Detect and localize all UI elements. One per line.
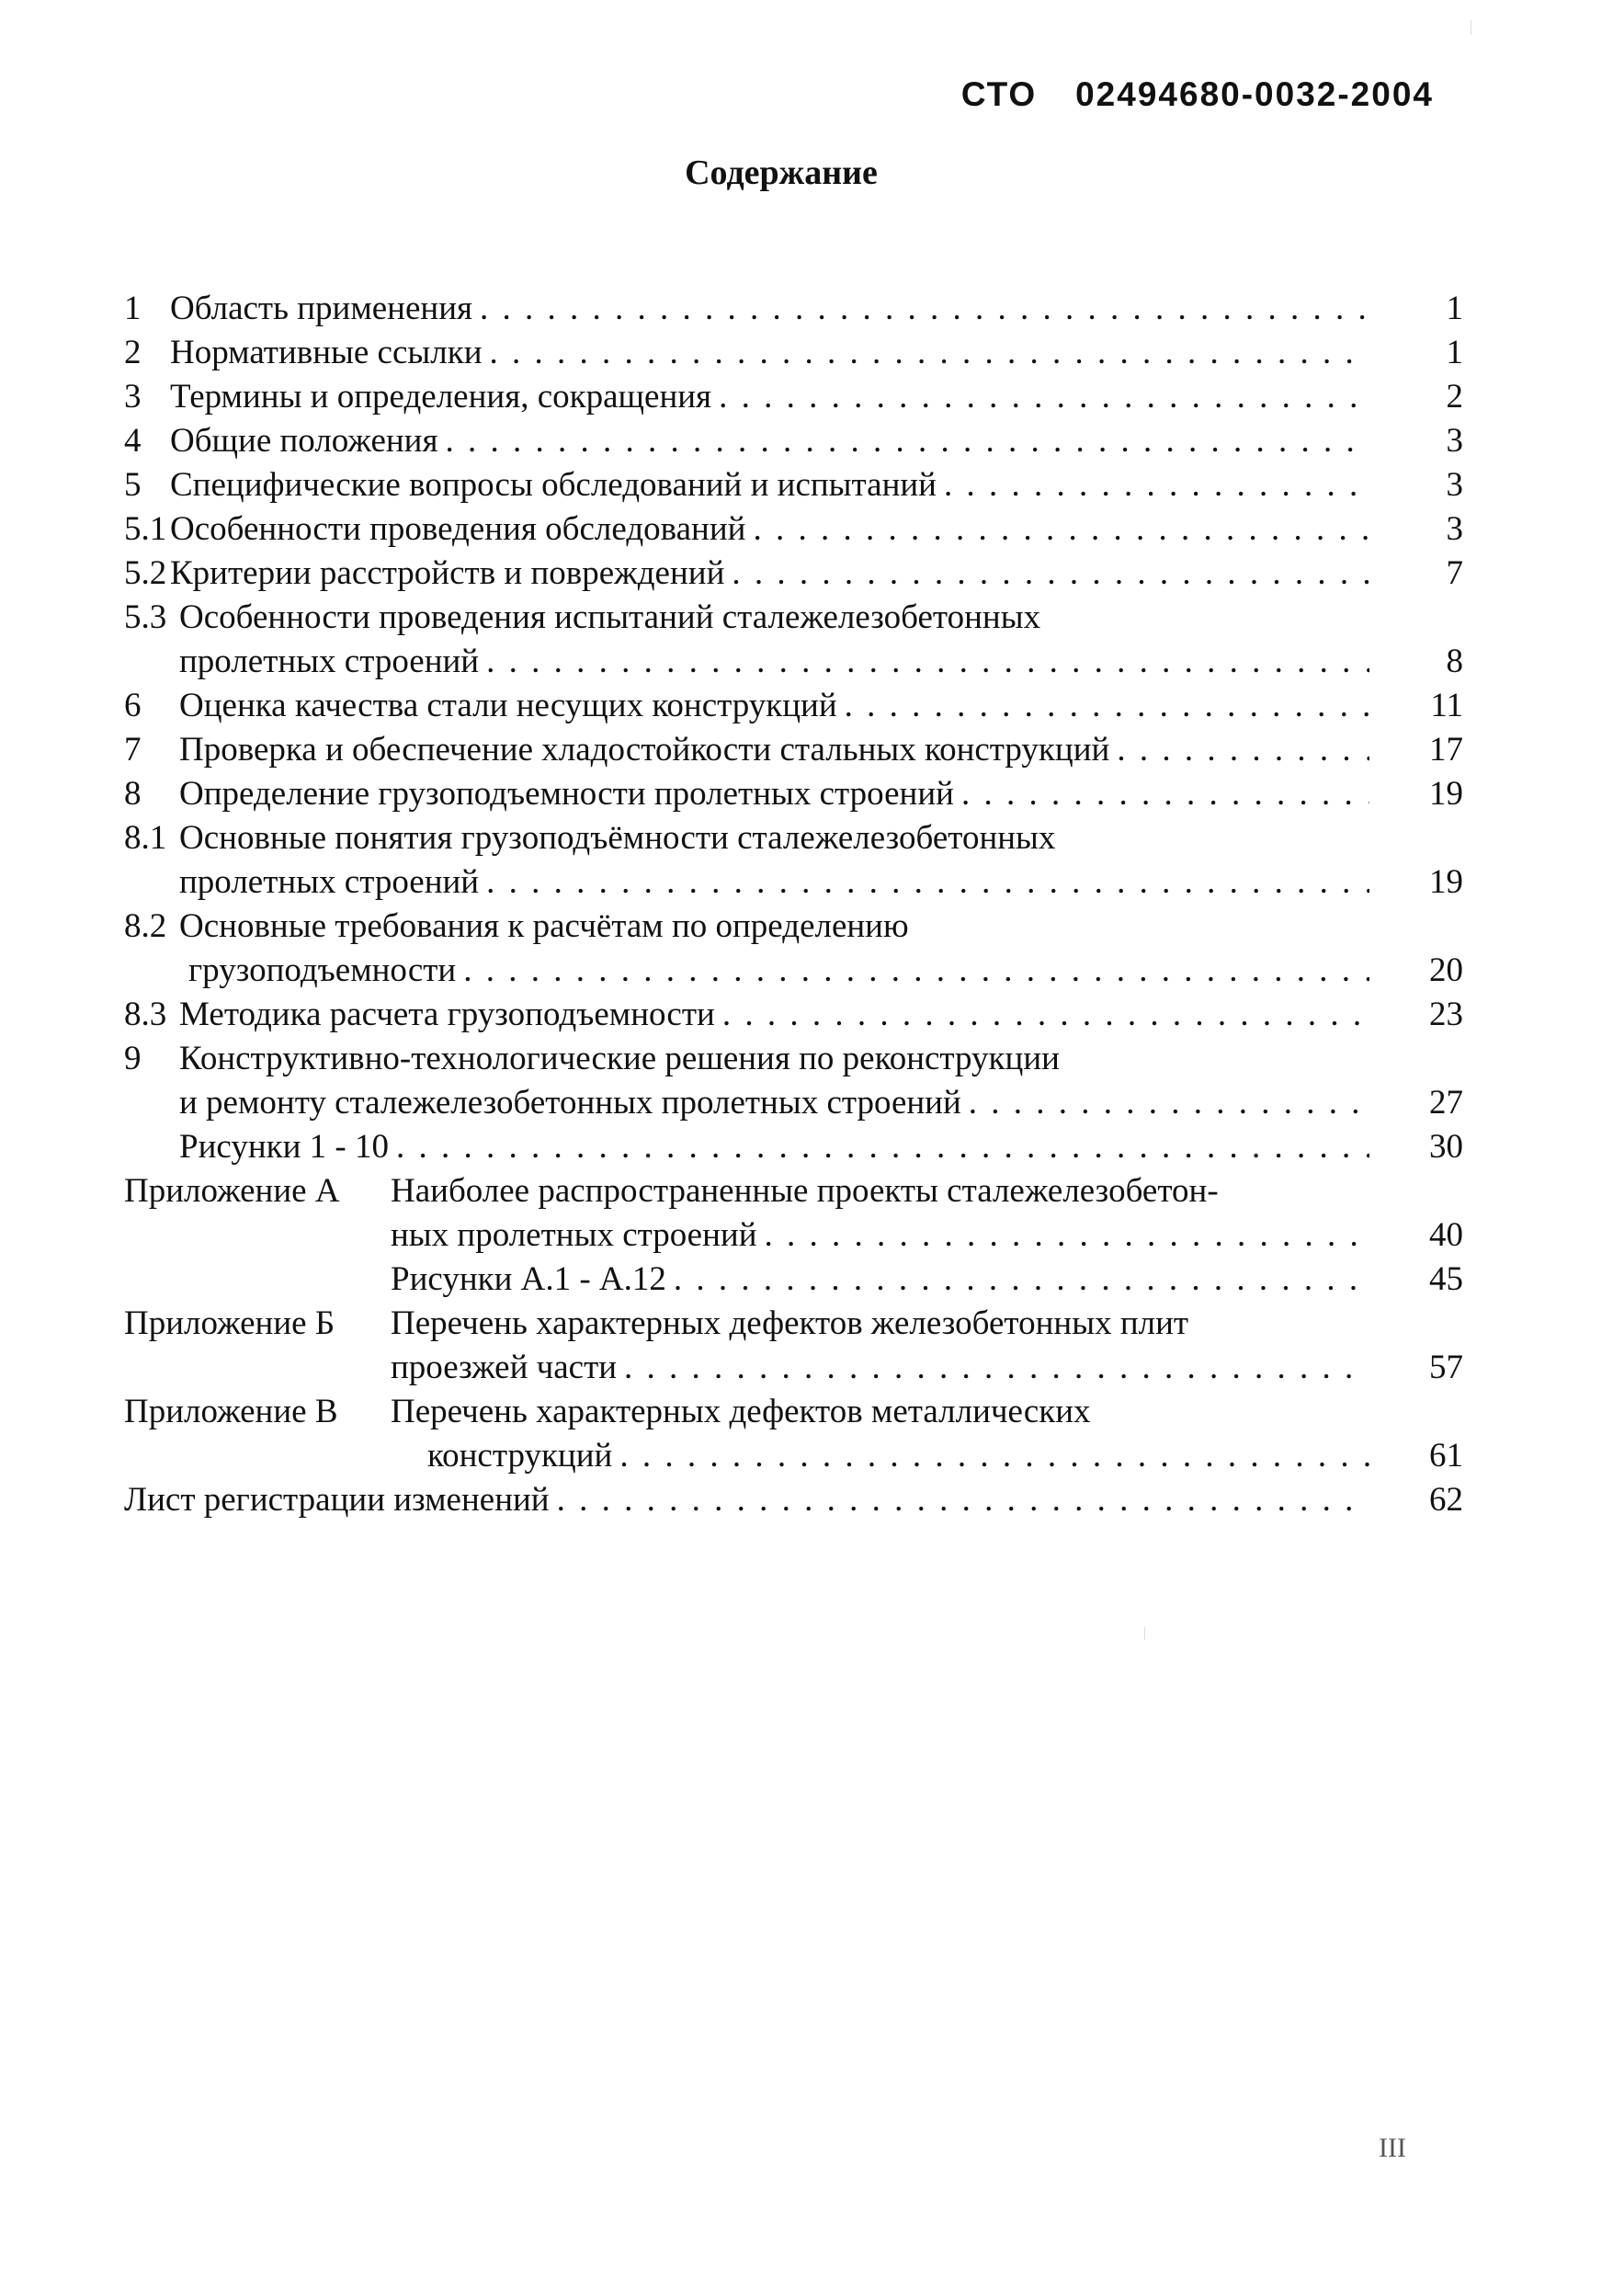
toc-entry	[0, 1434, 1624, 1478]
toc-entry-page: 45	[1429, 1260, 1463, 1298]
toc-entry-title	[391, 1213, 1369, 1258]
toc-entry-number: 5.2	[124, 554, 167, 592]
toc-entry	[0, 596, 1624, 640]
toc-entry-number: 8.1	[124, 819, 167, 857]
toc-entry-title-text: Общие положения	[170, 422, 438, 460]
dot-leader	[969, 1081, 1369, 1125]
toc-entry-page: 23	[1429, 996, 1463, 1033]
toc-entry-number: 5.3	[124, 598, 167, 636]
toc-entry-number: Приложение Б	[124, 1304, 335, 1342]
toc-entry-page: 20	[1429, 951, 1463, 989]
toc-entry-title-text: Основные требования к расчётам по определению	[179, 907, 909, 945]
toc-entry	[0, 1390, 1624, 1434]
document-code	[0, 75, 1434, 114]
toc-entry-number: 4	[124, 422, 142, 460]
toc-entry-title-text: Лист регистрации изменений	[124, 1481, 550, 1519]
toc-entry-number: 5.1	[124, 510, 167, 548]
toc-entry	[0, 507, 1624, 552]
code-number: 02494680-0032-2004	[1075, 75, 1434, 113]
toc-entry-title-text: Рисунки А.1 - А.12	[391, 1260, 666, 1298]
toc-entry	[0, 860, 1624, 905]
toc-entry-page: 30	[1429, 1128, 1463, 1166]
page-title: Содержание	[685, 154, 878, 192]
toc-entry-title	[391, 1346, 1369, 1390]
toc-entry	[0, 1169, 1624, 1213]
toc-entry-title-text: и ремонту сталежелезобетонных пролетных строений	[179, 1084, 961, 1122]
dot-leader	[732, 552, 1369, 596]
toc-entry	[0, 375, 1624, 419]
toc-entry-title-text: Наиболее распространенные проекты сталежелезобетон-	[391, 1172, 1219, 1210]
dot-leader	[463, 949, 1369, 993]
toc-entry-title	[391, 1390, 1369, 1434]
toc-entry-page: 19	[1429, 863, 1463, 901]
toc-entry	[0, 552, 1624, 596]
dot-leader	[722, 993, 1369, 1037]
dot-leader	[624, 1346, 1369, 1390]
toc-entry-title-text: Специфические вопросы обследований и испытаний	[170, 466, 937, 504]
toc-entry-page: 7	[1446, 554, 1463, 592]
toc-entry-title-text: Термины и определения, сокращения	[170, 378, 712, 416]
toc-entry	[0, 772, 1624, 816]
toc-entry-page: 2	[1446, 378, 1463, 416]
toc-entry-title	[179, 905, 1369, 949]
toc-entry-number: Приложение А	[124, 1172, 340, 1210]
toc-entry	[0, 1258, 1624, 1302]
toc-entry-title	[391, 1258, 1369, 1302]
dot-leader	[674, 1258, 1369, 1302]
toc-entry-title-text: Конструктивно-технологические решения по реконструкции	[179, 1040, 1060, 1077]
toc-entry-title	[179, 596, 1369, 640]
toc-entry-title-text: Нормативные ссылки	[170, 334, 483, 371]
dot-leader	[396, 1125, 1369, 1169]
toc-entry-number: 3	[124, 378, 142, 416]
toc-entry-page: 40	[1429, 1216, 1463, 1254]
toc-entry-title-text: Основные понятия грузоподъёмности сталежелезобетонных	[179, 819, 1056, 857]
toc-entry-title	[170, 375, 1369, 419]
toc-entry-title-text: ных пролетных строений	[391, 1216, 757, 1254]
toc-entry-title-text: Оценка качества стали несущих конструкций	[179, 687, 837, 724]
toc-entry-title	[170, 419, 1369, 463]
toc-entry-page: 1	[1446, 290, 1463, 327]
toc-entry-number: 2	[124, 334, 142, 371]
toc-entry-page: 17	[1429, 731, 1463, 769]
toc-entry	[0, 993, 1624, 1037]
toc-entry	[0, 640, 1624, 684]
toc-entry-title-text: конструкций	[427, 1437, 613, 1475]
toc-entry-number: 9	[124, 1040, 142, 1077]
code-prefix: СТО	[960, 75, 1038, 113]
dot-leader	[619, 1434, 1369, 1478]
scan-mark	[1144, 1627, 1145, 1640]
toc-entry-title	[179, 860, 1369, 905]
toc-entry-title-text: пролетных строений	[179, 863, 480, 901]
dot-leader	[961, 772, 1369, 816]
toc-entry-title	[179, 684, 1369, 728]
toc-entry-page: 3	[1446, 510, 1463, 548]
dot-leader	[753, 507, 1369, 552]
dot-leader	[1117, 728, 1369, 772]
toc-entry-title	[179, 640, 1369, 684]
toc-entry	[0, 1125, 1624, 1169]
toc-entry-title	[170, 331, 1369, 375]
toc-entry-page: 1	[1446, 334, 1463, 371]
dot-leader	[557, 1478, 1369, 1522]
toc-entry	[0, 331, 1624, 375]
toc-entry	[0, 287, 1624, 331]
toc-entry-title	[170, 287, 1369, 331]
toc-entry-title	[179, 816, 1369, 860]
dot-leader	[445, 419, 1369, 463]
toc-entry-title	[124, 1478, 1369, 1522]
dot-leader	[944, 463, 1369, 507]
toc-entry	[0, 905, 1624, 949]
toc-entry-title-text: проезжей части	[391, 1349, 618, 1386]
toc-entry-title-text: Рисунки 1 - 10	[179, 1128, 389, 1166]
dot-leader	[480, 287, 1369, 331]
toc-entry	[0, 1346, 1624, 1390]
toc-entry	[0, 1302, 1624, 1346]
toc-entry	[0, 684, 1624, 728]
dot-leader	[765, 1213, 1369, 1258]
toc-entry-page: 3	[1446, 422, 1463, 460]
dot-leader	[490, 331, 1369, 375]
toc-entry-title-text: Особенности проведения обследований	[170, 510, 746, 548]
toc-entry-title	[179, 772, 1369, 816]
toc-entry-page: 3	[1446, 466, 1463, 504]
toc-entry-page: 19	[1429, 775, 1463, 813]
toc-entry-title	[179, 993, 1369, 1037]
page-number: III	[1379, 2133, 1406, 2163]
toc-entry-title	[170, 552, 1369, 596]
toc-entry-number: 1	[124, 290, 142, 327]
toc-entry-title-text: Перечень характерных дефектов железобетонных плит	[391, 1304, 1189, 1342]
dot-leader	[719, 375, 1369, 419]
toc-entry-page: 8	[1446, 643, 1463, 680]
toc-entry-title-text: Область применения	[170, 290, 473, 327]
toc-entry-number: 5	[124, 466, 142, 504]
toc-entry-page: 11	[1430, 687, 1463, 724]
toc-entry	[0, 463, 1624, 507]
toc-entry-title-text: Проверка и обеспечение хладостойкости стальных конструкций	[179, 731, 1110, 769]
toc-entry-page: 27	[1429, 1084, 1463, 1122]
toc-entry-number: 8.3	[124, 996, 167, 1033]
toc-entry-number: 6	[124, 687, 142, 724]
toc-entry-title	[188, 949, 1369, 993]
toc-entry-title	[179, 1081, 1369, 1125]
toc-entry-title	[427, 1434, 1369, 1478]
toc-entry-title-text: Определение грузоподъемности пролетных строений	[179, 775, 954, 813]
toc-entry-number: 7	[124, 731, 142, 769]
toc-entry-title	[170, 507, 1369, 552]
toc-entry-title	[391, 1169, 1369, 1213]
toc-entry-title-text: Критерии расстройств и повреждений	[170, 554, 725, 592]
toc-entry-number: Приложение В	[124, 1393, 338, 1430]
toc-entry-title	[179, 728, 1369, 772]
toc-entry-title	[179, 1125, 1369, 1169]
toc-entry-title-text: Перечень характерных дефектов металлических	[391, 1393, 1091, 1430]
toc-entry	[0, 1478, 1624, 1522]
toc-entry	[0, 949, 1624, 993]
toc-entry-title	[391, 1302, 1369, 1346]
toc-entry-title-text: Методика расчета грузоподъемности	[179, 996, 715, 1033]
toc-entry	[0, 728, 1624, 772]
toc-entry-page: 62	[1429, 1481, 1463, 1519]
toc-entry-page: 61	[1429, 1437, 1463, 1475]
dot-leader	[486, 860, 1369, 905]
toc-entry-page: 57	[1429, 1349, 1463, 1386]
toc-entry-number: 8.2	[124, 907, 167, 945]
toc-entry	[0, 1081, 1624, 1125]
toc-entry-title	[179, 1037, 1369, 1081]
toc-entry-title-text: пролетных строений	[179, 643, 480, 680]
dot-leader	[845, 684, 1369, 728]
toc-entry-number: 8	[124, 775, 142, 813]
toc-entry-title-text: Особенности проведения испытаний сталежелезобетонных	[179, 598, 1041, 636]
toc-entry	[0, 1213, 1624, 1258]
toc-entry-title-text: грузоподъемности	[188, 951, 457, 989]
toc-entry-title	[170, 463, 1369, 507]
toc-entry	[0, 816, 1624, 860]
dot-leader	[486, 640, 1369, 684]
toc-entry	[0, 1037, 1624, 1081]
toc-entry	[0, 419, 1624, 463]
